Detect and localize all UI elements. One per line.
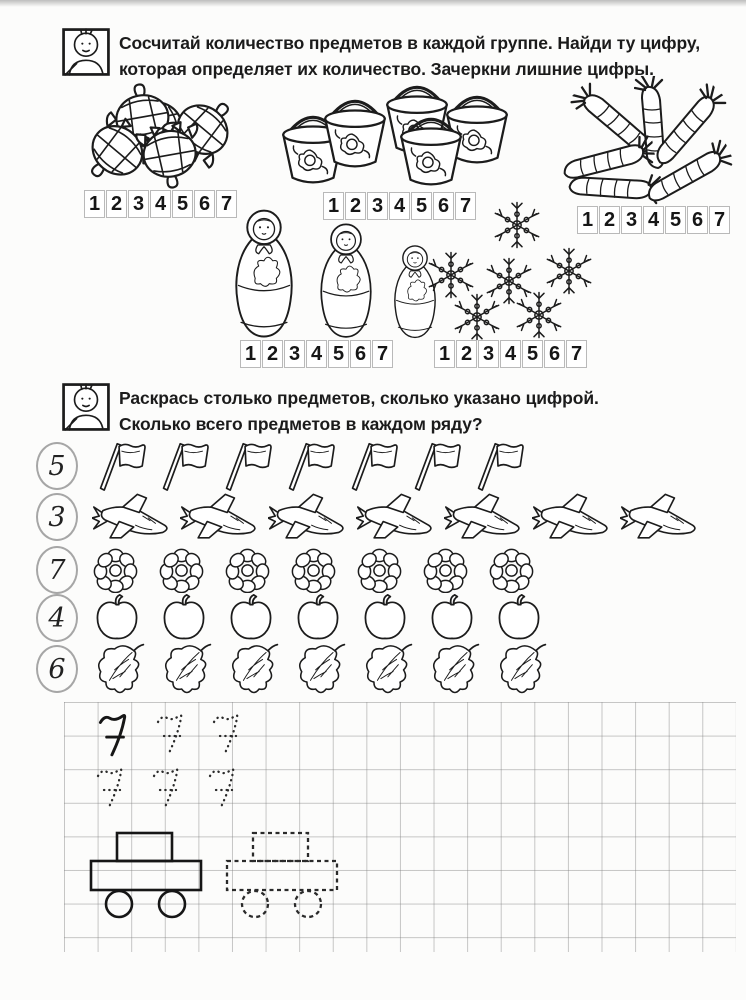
- digit-option-1[interactable]: 1: [323, 192, 344, 220]
- digit-strip-snowflakes: [434, 340, 588, 368]
- buckets-group: [276, 76, 521, 188]
- task2-instruction: [62, 383, 599, 437]
- task1-instruction-line1: Сосчитай количество предметов в каждой группе. Найди ту цифру,: [119, 33, 700, 53]
- digit-option-4[interactable]: 4: [389, 192, 410, 220]
- digit-strip-turtles: [84, 190, 238, 218]
- digit-option-6[interactable]: 6: [544, 340, 565, 368]
- leaf-icon[interactable]: [293, 642, 347, 696]
- digit-option-6[interactable]: 6: [687, 206, 708, 234]
- digit-option-7[interactable]: 7: [566, 340, 587, 368]
- target-count-circle: 4: [36, 594, 78, 642]
- seven-trace-icon[interactable]: [154, 712, 188, 756]
- digit-option-2[interactable]: 2: [345, 192, 366, 220]
- digit-option-1[interactable]: 1: [577, 206, 598, 234]
- snowflake-icon: [452, 292, 502, 342]
- task1-instruction: [62, 28, 700, 82]
- plane-icon[interactable]: [268, 490, 346, 544]
- target-count-circle: 7: [36, 546, 78, 594]
- turtle-icon: [127, 116, 214, 196]
- flower-icon[interactable]: [158, 548, 205, 593]
- seven-trace-icon[interactable]: [210, 712, 244, 756]
- seven-trace-icon[interactable]: [150, 766, 184, 810]
- flower-icon[interactable]: [224, 548, 271, 593]
- snowflake-icon: [492, 200, 542, 250]
- apple-icon[interactable]: [293, 594, 343, 642]
- digit-option-5[interactable]: 5: [411, 192, 432, 220]
- digit-option-3[interactable]: 3: [284, 340, 305, 368]
- snowflake-icon: [514, 290, 564, 340]
- leaf-icon[interactable]: [360, 642, 414, 696]
- digit-option-5[interactable]: 5: [172, 190, 193, 218]
- flag-icon[interactable]: [470, 441, 526, 491]
- flag-icon[interactable]: [155, 441, 211, 491]
- matryoshkas-group: [224, 208, 444, 342]
- plane-icon[interactable]: [92, 490, 170, 544]
- digit-option-1[interactable]: 1: [434, 340, 455, 368]
- digit-option-4[interactable]: 4: [500, 340, 521, 368]
- plane-icon[interactable]: [444, 490, 522, 544]
- digit-option-5[interactable]: 5: [328, 340, 349, 368]
- task2-instruction-line2: Сколько всего предметов в каждом ряду?: [119, 414, 483, 434]
- digit-option-7[interactable]: 7: [216, 190, 237, 218]
- boy-face-icon: [62, 383, 110, 431]
- flag-icon[interactable]: [344, 441, 400, 491]
- flower-icon[interactable]: [488, 548, 535, 593]
- leaf-icon[interactable]: [92, 642, 146, 696]
- snowflake-icon: [544, 246, 594, 296]
- target-count-circle: 5: [36, 442, 78, 490]
- flag-icon[interactable]: [281, 441, 337, 491]
- plane-icon[interactable]: [356, 490, 434, 544]
- row-flags: [36, 441, 533, 491]
- plane-icon[interactable]: [532, 490, 610, 544]
- digit-option-2[interactable]: 2: [456, 340, 477, 368]
- task1-instruction-line2: которая определяет их количество. Зачеркни лишние цифры.: [119, 59, 654, 79]
- digit-option-7[interactable]: 7: [372, 340, 393, 368]
- row-planes: [36, 490, 708, 544]
- digit-option-5[interactable]: 5: [522, 340, 543, 368]
- seven-trace-icon[interactable]: [206, 766, 240, 810]
- digit-strip-carrots: [577, 206, 731, 234]
- digit-option-4[interactable]: 4: [643, 206, 664, 234]
- digit-option-2[interactable]: 2: [262, 340, 283, 368]
- seven-practice-row-2: [94, 766, 240, 810]
- digit-option-7[interactable]: 7: [709, 206, 730, 234]
- car-trace-outline[interactable]: [224, 830, 342, 922]
- flag-icon[interactable]: [218, 441, 274, 491]
- digit-option-1[interactable]: 1: [240, 340, 261, 368]
- plane-icon[interactable]: [620, 490, 698, 544]
- leaf-icon[interactable]: [427, 642, 481, 696]
- digit-option-3[interactable]: 3: [478, 340, 499, 368]
- apple-icon[interactable]: [226, 594, 276, 642]
- apple-icon[interactable]: [494, 594, 544, 642]
- flower-icon[interactable]: [92, 548, 139, 593]
- task2-instruction-line1: Раскрась столько предметов, сколько указано цифрой.: [119, 388, 599, 408]
- digit-option-1[interactable]: 1: [84, 190, 105, 218]
- plane-icon[interactable]: [180, 490, 258, 544]
- target-count-circle: 3: [36, 493, 78, 541]
- seven-practice-row-1: [96, 712, 244, 758]
- flag-icon[interactable]: [407, 441, 463, 491]
- boy-face-icon: [62, 28, 110, 76]
- flower-icon[interactable]: [356, 548, 403, 593]
- flower-icon[interactable]: [290, 548, 337, 593]
- carrots-group: [552, 82, 737, 204]
- row-leaves: [36, 642, 561, 696]
- scan-edge: [0, 0, 746, 7]
- digit-option-3[interactable]: 3: [621, 206, 642, 234]
- digit-option-6[interactable]: 6: [350, 340, 371, 368]
- flag-icon[interactable]: [92, 441, 148, 491]
- apple-icon[interactable]: [360, 594, 410, 642]
- seven-sample-icon: [96, 712, 132, 758]
- digit-strip-matryoshkas: [240, 340, 394, 368]
- bucket-icon: [394, 108, 468, 190]
- digit-option-6[interactable]: 6: [433, 192, 454, 220]
- digit-option-3[interactable]: 3: [128, 190, 149, 218]
- digit-option-3[interactable]: 3: [367, 192, 388, 220]
- digit-option-6[interactable]: 6: [194, 190, 215, 218]
- digit-option-2[interactable]: 2: [106, 190, 127, 218]
- seven-trace-icon[interactable]: [94, 766, 128, 810]
- row-apples: [36, 594, 561, 642]
- digit-option-7[interactable]: 7: [455, 192, 476, 220]
- digit-option-2[interactable]: 2: [599, 206, 620, 234]
- digit-option-5[interactable]: 5: [665, 206, 686, 234]
- leaf-icon[interactable]: [159, 642, 213, 696]
- matryoshka-icon: [310, 222, 382, 340]
- digit-option-4[interactable]: 4: [306, 340, 327, 368]
- leaf-icon[interactable]: [494, 642, 548, 696]
- leaf-icon[interactable]: [226, 642, 280, 696]
- target-count-circle: 6: [36, 645, 78, 693]
- snowflakes-group: [426, 200, 581, 342]
- apple-icon[interactable]: [427, 594, 477, 642]
- apple-icon[interactable]: [159, 594, 209, 642]
- apple-icon[interactable]: [92, 594, 142, 642]
- matryoshka-icon: [224, 208, 304, 340]
- flower-icon[interactable]: [422, 548, 469, 593]
- digit-option-4[interactable]: 4: [150, 190, 171, 218]
- turtles-group: [80, 84, 248, 186]
- car-sample-drawing: [88, 830, 206, 922]
- row-flowers: [36, 546, 554, 594]
